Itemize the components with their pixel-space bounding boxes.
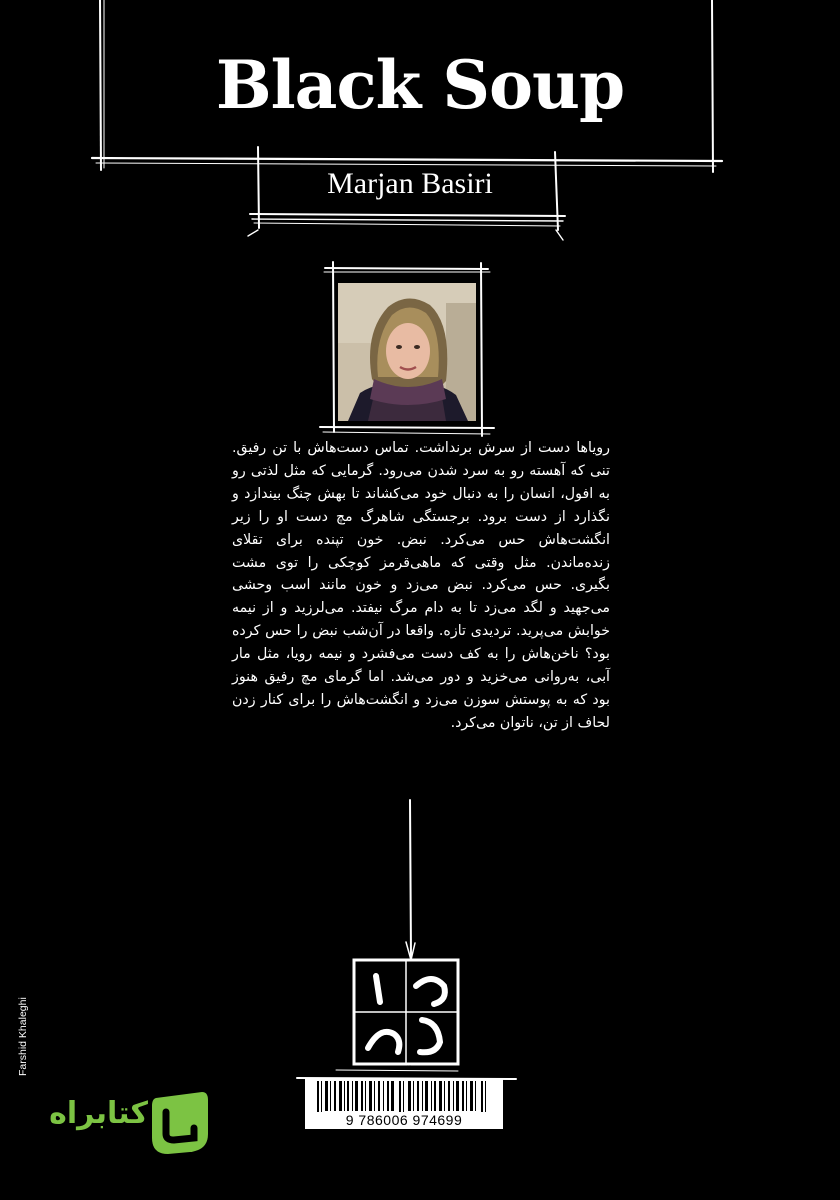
store-logo-text: کتابراه xyxy=(49,1096,148,1131)
book-title: Black Soup xyxy=(215,46,625,124)
isbn-number: 9 786006 974699 xyxy=(305,1112,503,1128)
author-photo xyxy=(338,283,476,421)
store-logo xyxy=(38,1088,210,1160)
designer-credit: Farshid Khaleghi xyxy=(17,997,29,1076)
back-cover-blurb xyxy=(232,437,610,735)
author-name: Marjan Basiri xyxy=(327,167,493,200)
blurb-text: رویاها دست از سرش برنداشت. تماس دست‌هاش با تن رفیق. تنی که آهسته رو به سرد شدن می‌رود. گرمایی که مثل لذتی رو به افول، انسان را به دنبال خود می‌کشاند تا بهش چنگ بیندازد و نگذارد از دست برود. برجستگی شاهرگ مچ دست او را زیر انگشت‌هاش حس می‌کرد. نبض. خون تپنده برای تقلای زنده‌ماندن. مثل وقتی که ماهی‌قرمز کوچکی را توی مشت بگیری. حس می‌کرد. نبض می‌زد و خون مانند اسب وحشی می‌جهید و لگد می‌زد تا به دام مرگ نیفتد. می‌لرزید و از نیمه خوابش می‌پرید. تردیدی تازه. واقعا در آن‌شب نبض را حس کرده بود؟ ناخن‌هاش را به کف دست می‌فشرد و نیمه رویا، مثل مار آبی، به‌روانی می‌خزید و دور می‌شد. اما گرمای مچ رفیق هنوز بود که به پوستش سوزن می‌زد و انگشت‌هاش را برای کنار زدن لحاف از تن، ناتوان می‌کرد. xyxy=(232,440,610,731)
taaghche-logo-icon xyxy=(148,1090,210,1156)
isbn-barcode xyxy=(305,1079,503,1129)
publisher-logo-icon xyxy=(350,956,462,1068)
publisher-logo-text: کتاب کوچه xyxy=(406,1066,411,1067)
